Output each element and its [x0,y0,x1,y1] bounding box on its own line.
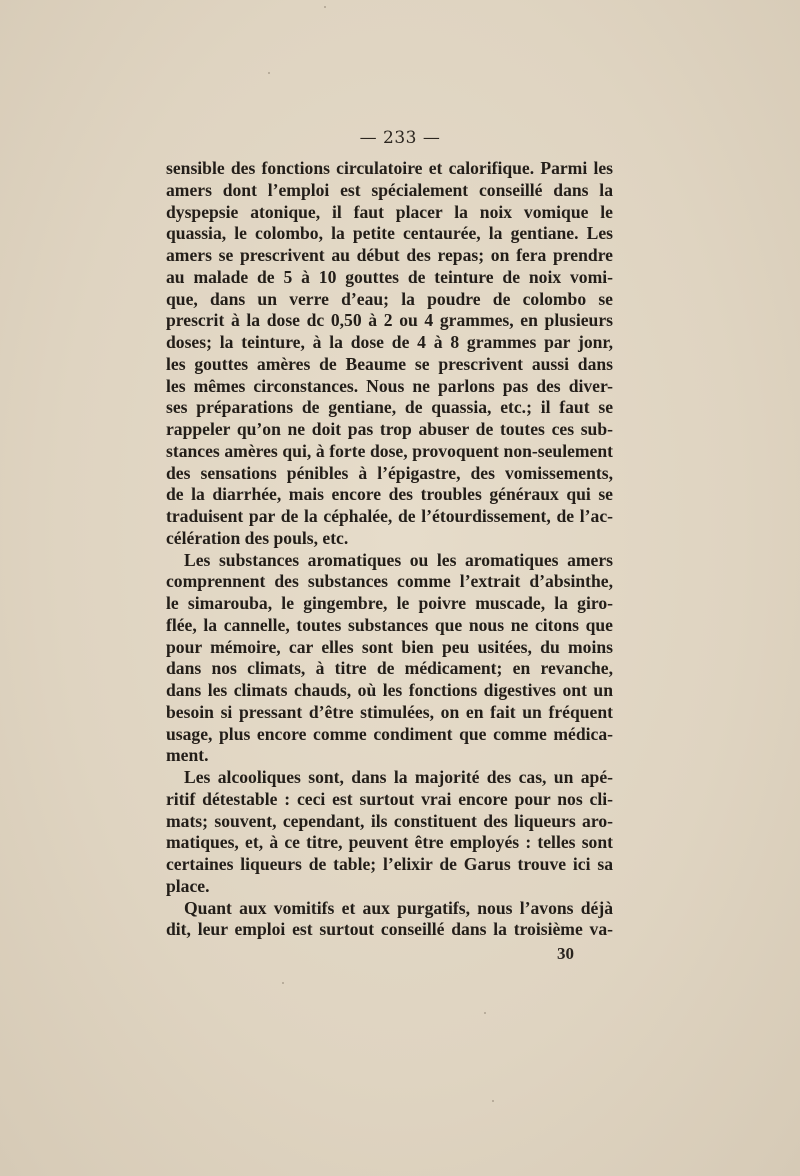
paper-speck [492,1100,494,1102]
text-line: le simarouba, le gingembre, le poivre muscade, la giro- [166,593,613,613]
text-line: stances amères qui, à forte dose, provoquent non-seulement [166,440,613,461]
text-line: sensible des fonctions circulatoire et calorifique. Parmi les [166,158,613,178]
signature-mark: 30 [557,944,574,963]
paper-speck [484,1012,486,1014]
text-line: prescrit à la dose dc 0,50 à 2 ou 4 grammes, en plusieurs [166,310,613,331]
text-line: place. [166,875,210,896]
text-line: traduisent par de la céphalée, de l’étourdissement, de l’ac- [166,506,613,526]
text-line: amers dont l’emploi est spécialement conseillé dans la [166,179,613,200]
text-line: dit, leur emploi est surtout conseillé dans la troisième va- [166,919,613,940]
text-line: dyspepsie atonique, il faut placer la noix vomique le [166,201,613,222]
text-line: de la diarrhée, mais encore des troubles généraux qui se [166,484,613,505]
text-line: ses préparations de gentiane, de quassia, etc.; il faut se [166,397,613,418]
text-line: célération des pouls, etc. [166,527,349,548]
body-text [166,158,613,941]
text-line: certaines liqueurs de table; l’elixir de Garus trouve ici sa [166,854,613,874]
text-line: usage, plus encore comme condiment que comme médica- [166,723,613,744]
text-line: besoin si pressant d’être stimulées, on en fait un fréquent [166,701,613,722]
paper-speck [324,6,326,8]
text-line: au malade de 5 à 10 gouttes de teinture de noix vomi- [166,266,613,287]
text-line: Les alcooliques sont, dans la majorité des cas, un apé- [184,767,613,787]
paper-speck [282,982,284,984]
text-line: doses; la teinture, à la dose de 4 à 8 grammes par jonr, [166,332,613,352]
text-line: amers se prescrivent au début des repas; on fera prendre [166,245,613,265]
text-line: des sensations pénibles à l’épigastre, des vomissements, [166,462,613,483]
paper-speck [268,72,270,74]
text-line: rappeler qu’on ne doit pas trop abuser de toutes ces sub- [166,419,613,439]
text-line: ritif détestable : ceci est surtout vrai encore pour nos cli- [166,788,613,809]
text-line: ment. [166,745,209,766]
text-line: pour mémoire, car elles sont bien peu usitées, du moins [166,636,613,657]
text-line: quassia, le colombo, la petite centaurée, la gentiane. Les [166,223,613,244]
text-line: comprennent des substances comme l’extrait d’absinthe, [166,571,613,592]
text-line: les mêmes circonstances. Nous ne parlons pas des diver- [166,375,613,396]
text-line: que, dans un verre d’eau; la poudre de colombo se [166,288,613,309]
text-line: les gouttes amères de Beaume se prescrivent aussi dans [166,353,613,374]
text-line: dans nos climats, à titre de médicament; en revanche, [166,658,613,679]
text-line: matiques, et, à ce titre, peuvent être employés : telles sont [166,832,613,853]
text-line: flée, la cannelle, toutes substances que nous ne citons que [166,614,613,635]
page-number: — 233 — [359,128,441,148]
text-line: Quant aux vomitifs et aux purgatifs, nous l’avons déjà [184,897,613,918]
text-line: Les substances aromatiques ou les aromatiques amers [184,549,613,570]
text-line: mats; souvent, cependant, ils constituent des liqueurs aro- [166,810,613,831]
text-line: dans les climats chauds, où les fonctions digestives ont un [166,680,613,700]
